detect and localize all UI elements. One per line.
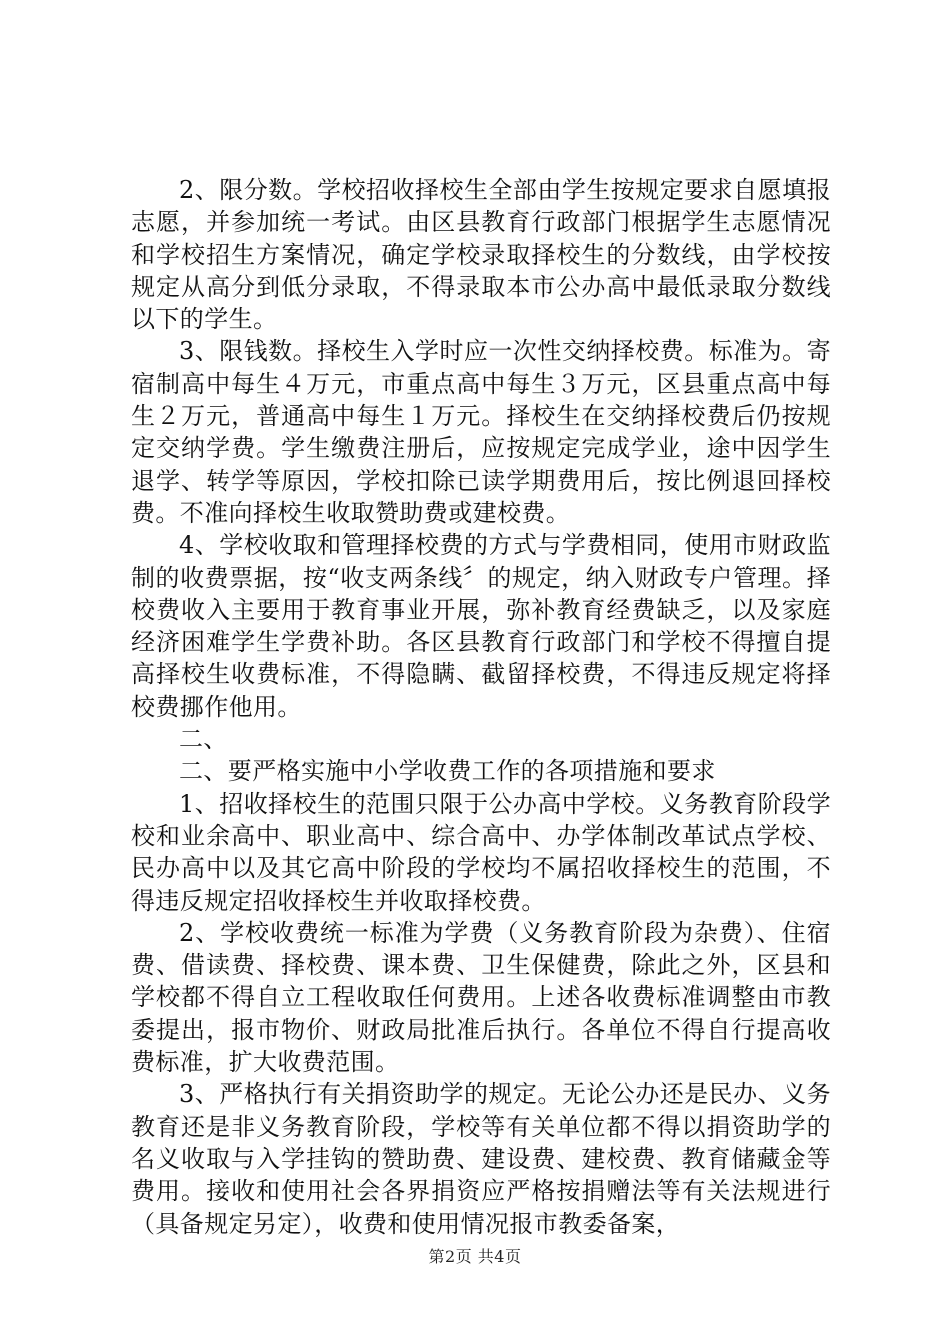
paragraph-limit-score: 2、限分数。学校招收择校生全部由学生按规定要求自愿填报志愿，并参加统一考试。由区县教育行政部门根据学生志愿情况和学校招生方案情况，确定学校录取择校生的分数线，由学校按规定从高分到低分录取，不得录取本市公办高中最低录取分数线以下的学生。: [131, 176, 831, 334]
page-footer: 第2页 共4页: [428, 1247, 522, 1266]
section-heading: 二、要严格实施中小学收费工作的各项措施和要求: [179, 757, 716, 786]
paragraph-donation-rules: 3、严格执行有关捐资助学的规定。无论公办还是民办、义务教育还是非义务教育阶段，学校等有关单位都不得以捐资助学的名义收取与入学挂钩的赞助费、建设费、建校费、教育储藏金等费用。接收和使用社会各界捐资应严格按捐赠法等有关法规进行（具备规定另定），收费和使用情况报市教委备案，: [131, 1080, 831, 1238]
paragraph-fee-standard: 2、学校收费统一标准为学费（义务教育阶段为杂费）、住宿费、借读费、择校费、课本费、卫生保健费，除此之外，区县和学校都不得自立工程收取任何费用。上述各收费标准调整由市教委提出，报市物价、财政局批准后执行。各单位不得自行提高收费标准，扩大收费范围。: [131, 918, 831, 1077]
paragraph-limit-fee: 3、限钱数。择校生入学时应一次性交纳择校费。标准为。寄宿制高中每生４万元，市重点高中每生３万元，区县重点高中每生２万元，普通高中每生１万元。择校生在交纳择校费后仍按规定交纳学费。学生缴费注册后，应按规定完成学业，途中因学生退学、转学等原因，学校扣除已读学期费用后，按比例退回择校费。不准向择校生收取赞助费或建校费。: [131, 337, 831, 527]
paragraph-fee-management: 4、学校收取和管理择校费的方式与学费相同，使用市财政监制的收费票据，按“收支两条线〞的规定，纳入财政专户管理。择校费收入主要用于教育事业开展，弥补教育经费缺乏，以及家庭经济困难学生学费补助。各区县教育行政部门和学校不得擅自提高择校生收费标准，不得隐瞒、截留择校费，不得违反规定将择校费挪作他用。: [131, 531, 831, 721]
paragraph-admission-scope: 1、招收择校生的范围只限于公办高中学校。义务教育阶段学校和业余高中、职业高中、综合高中、办学体制改革试点学校、民办高中以及其它高中阶段的学校均不属招收择校生的范围，不得违反规定招收择校生并收取择校费。: [131, 789, 831, 915]
document-body: [131, 174, 831, 1240]
section-marker: 二、: [179, 725, 228, 754]
